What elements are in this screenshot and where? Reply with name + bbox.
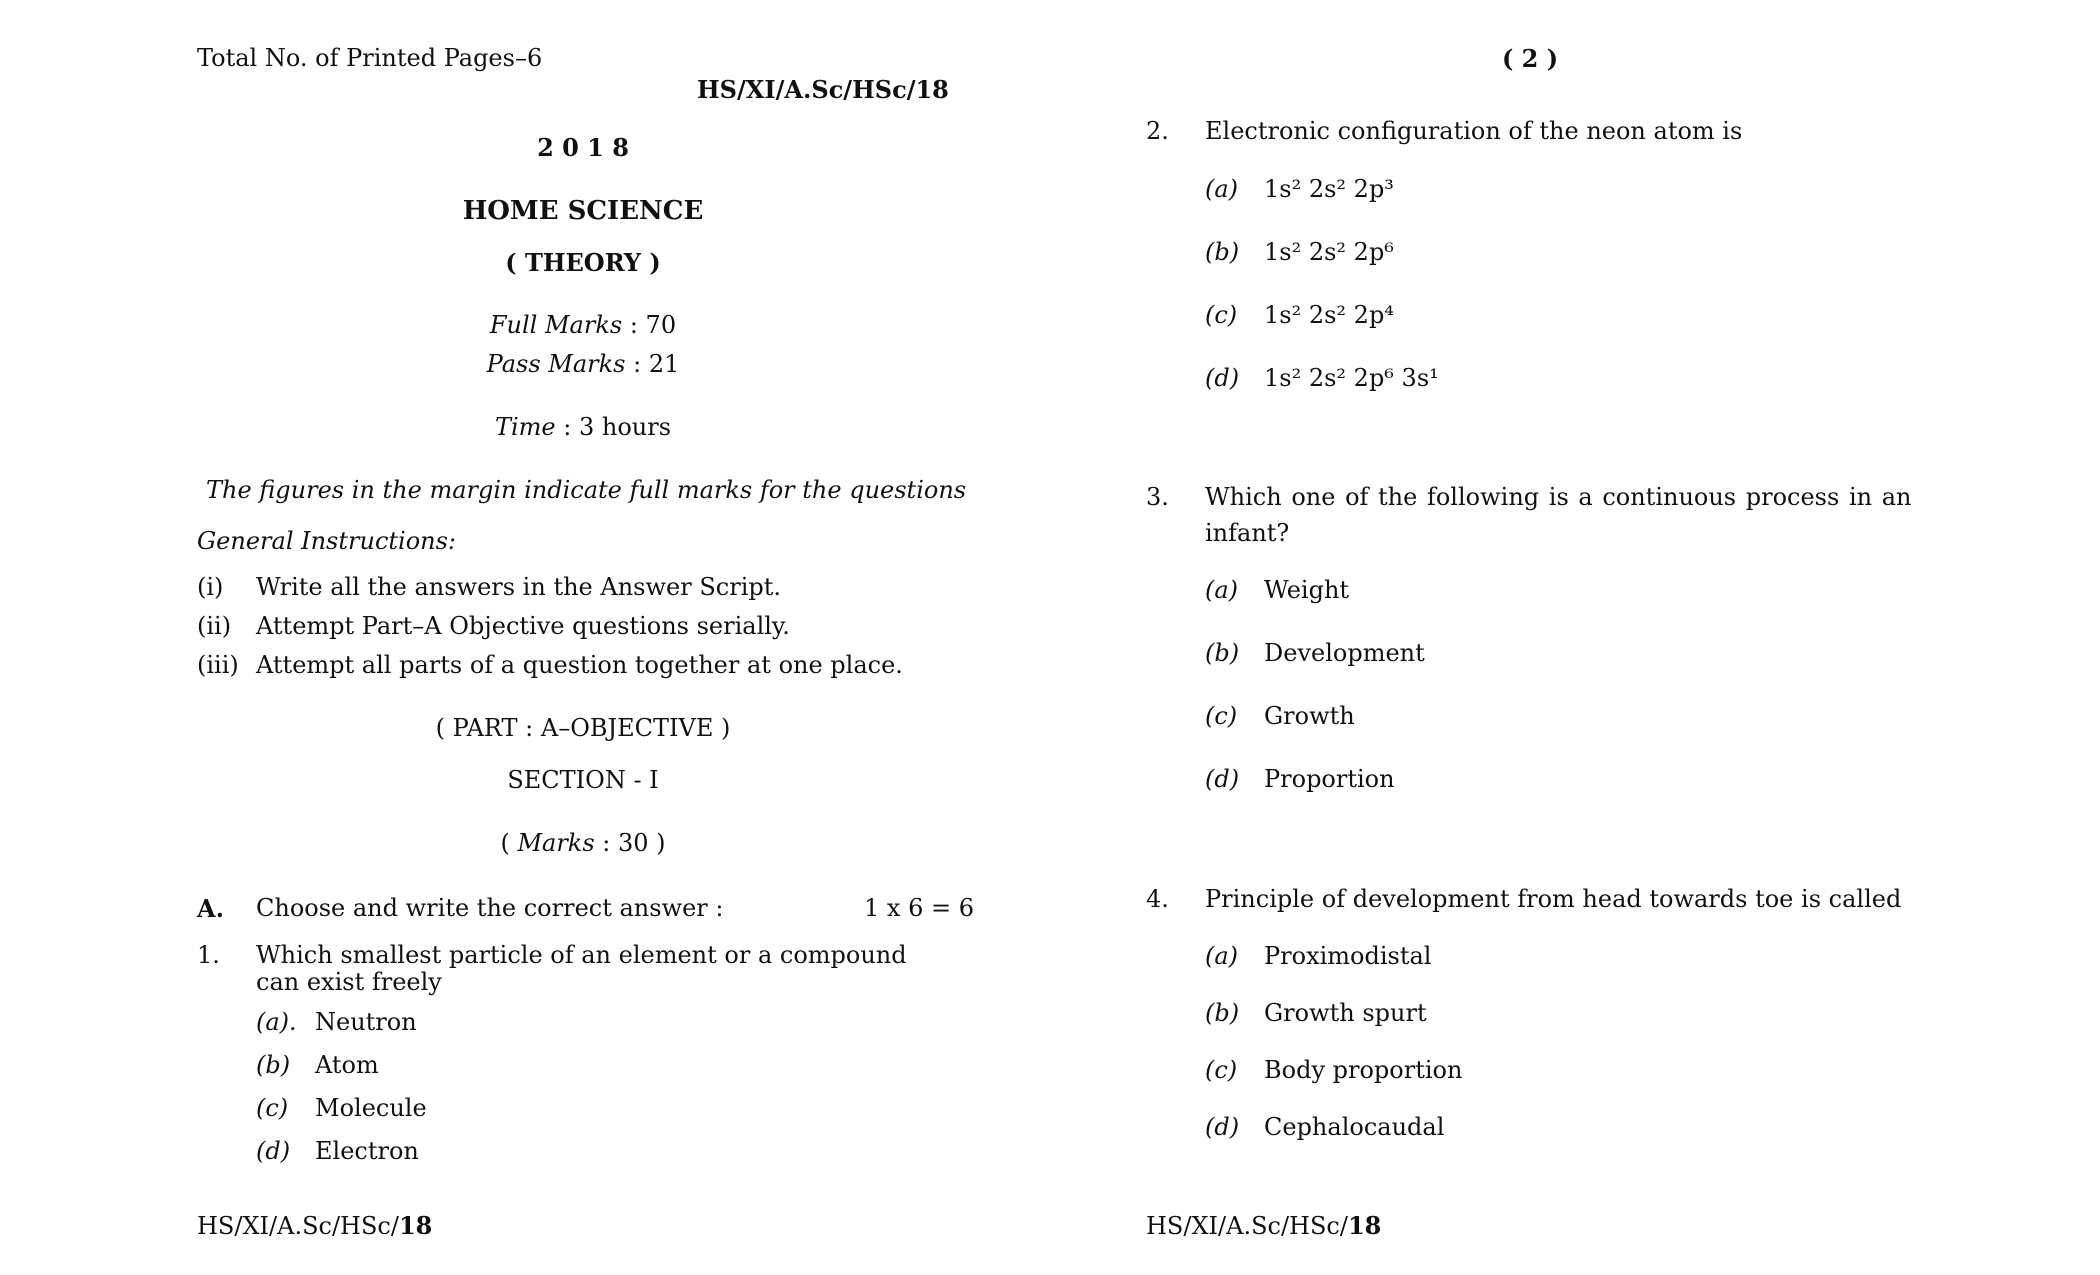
option-text: Growth bbox=[1264, 702, 1355, 730]
option-text: Body proportion bbox=[1264, 1056, 1463, 1084]
part-heading: ( PART : A–OBJECTIVE ) bbox=[435, 714, 731, 742]
question-number: 1. bbox=[197, 941, 220, 969]
instruction-text: Attempt Part–A Objective questions serially. bbox=[256, 612, 790, 640]
option-text: 1s² 2s² 2p³ bbox=[1264, 175, 1394, 203]
theory-label: ( THEORY ) bbox=[505, 248, 661, 277]
question-text: Which one of the following is a continuous process in an bbox=[1205, 483, 1912, 511]
option-text: 1s² 2s² 2p⁴ bbox=[1264, 301, 1394, 329]
option-label: (a) bbox=[1205, 576, 1239, 604]
pass-marks-value: : 21 bbox=[625, 350, 680, 378]
footer-code: HS/XI/A.Sc/HSc/ bbox=[197, 1212, 399, 1240]
option-label: (d) bbox=[1205, 765, 1240, 793]
question-number: 4. bbox=[1146, 885, 1169, 913]
option-label: (a) bbox=[1205, 175, 1239, 203]
section-marks-label: Marks bbox=[517, 829, 595, 857]
question-number: 3. bbox=[1146, 483, 1169, 511]
option-text: 1s² 2s² 2p⁶ bbox=[1264, 238, 1394, 266]
time-value: : 3 hours bbox=[555, 413, 672, 441]
option-label: (a). bbox=[256, 1008, 297, 1036]
question-number: 2. bbox=[1146, 117, 1169, 145]
full-marks-value: : 70 bbox=[622, 311, 677, 339]
instruction-num: (iii) bbox=[197, 651, 239, 679]
full-marks bbox=[383, 311, 783, 339]
pass-marks-label: Pass Marks bbox=[486, 350, 626, 378]
footer-year: 18 bbox=[1347, 1211, 1382, 1240]
option-label: (c) bbox=[1205, 1056, 1238, 1084]
option-text: Cephalocaudal bbox=[1264, 1113, 1445, 1141]
time-allowed bbox=[383, 413, 783, 441]
question-text: Electronic configuration of the neon atom is bbox=[1205, 117, 1743, 145]
question-text: infant? bbox=[1205, 519, 1290, 547]
page-number: ( 2 ) bbox=[1501, 44, 1559, 73]
section-heading: SECTION - I bbox=[507, 766, 659, 794]
option-text: Neutron bbox=[315, 1008, 417, 1036]
pass-marks bbox=[383, 350, 783, 378]
option-label: (d) bbox=[1205, 364, 1240, 392]
option-text: 1s² 2s² 2p⁶ 3s¹ bbox=[1264, 364, 1439, 392]
option-text: Weight bbox=[1264, 576, 1350, 604]
margin-note: The figures in the margin indicate full marks for the questions bbox=[206, 476, 967, 504]
paper-code: HS/XI/A.Sc/HSc/18 bbox=[697, 75, 949, 104]
question-group-instruction: Choose and write the correct answer : bbox=[256, 894, 724, 922]
exam-year: 2 0 1 8 bbox=[537, 133, 629, 162]
option-label: (b) bbox=[1205, 238, 1240, 266]
question-group-label: A. bbox=[197, 894, 224, 923]
option-label: (d) bbox=[1205, 1113, 1240, 1141]
question-text: can exist freely bbox=[256, 968, 442, 996]
section-marks-value: : 30 ) bbox=[594, 829, 666, 857]
option-text: Development bbox=[1264, 639, 1425, 667]
option-label: (c) bbox=[1205, 301, 1238, 329]
option-label: (b) bbox=[256, 1051, 291, 1079]
question-text: Principle of development from head towards toe is called bbox=[1205, 885, 1902, 913]
section-marks-open: ( bbox=[500, 829, 518, 857]
option-label: (a) bbox=[1205, 942, 1239, 970]
subject-title: HOME SCIENCE bbox=[462, 196, 704, 226]
option-text: Proportion bbox=[1264, 765, 1395, 793]
option-label: (d) bbox=[256, 1137, 291, 1165]
option-text: Proximodistal bbox=[1264, 942, 1432, 970]
option-label: (c) bbox=[256, 1094, 289, 1122]
section-marks bbox=[383, 829, 783, 857]
option-label: (b) bbox=[1205, 639, 1240, 667]
instruction-text: Write all the answers in the Answer Script. bbox=[256, 573, 781, 601]
footer-code: HS/XI/A.Sc/HSc/ bbox=[1146, 1212, 1348, 1240]
page-footer bbox=[1146, 1211, 1381, 1240]
page-footer bbox=[197, 1211, 432, 1240]
question-group-marks: 1 x 6 = 6 bbox=[864, 894, 974, 922]
question-text: Which smallest particle of an element or a compound bbox=[256, 941, 907, 969]
time-label: Time bbox=[494, 413, 556, 441]
instruction-num: (i) bbox=[197, 573, 224, 601]
option-text: Electron bbox=[315, 1137, 419, 1165]
full-marks-label: Full Marks bbox=[489, 311, 623, 339]
instruction-num: (ii) bbox=[197, 612, 232, 640]
option-label: (c) bbox=[1205, 702, 1238, 730]
option-text: Growth spurt bbox=[1264, 999, 1427, 1027]
option-text: Atom bbox=[315, 1051, 379, 1079]
option-label: (b) bbox=[1205, 999, 1240, 1027]
option-text: Molecule bbox=[315, 1094, 427, 1122]
footer-year: 18 bbox=[398, 1211, 433, 1240]
total-pages: Total No. of Printed Pages–6 bbox=[197, 44, 543, 72]
instruction-text: Attempt all parts of a question together at one place. bbox=[256, 651, 903, 679]
general-instructions-heading: General Instructions: bbox=[197, 527, 457, 555]
